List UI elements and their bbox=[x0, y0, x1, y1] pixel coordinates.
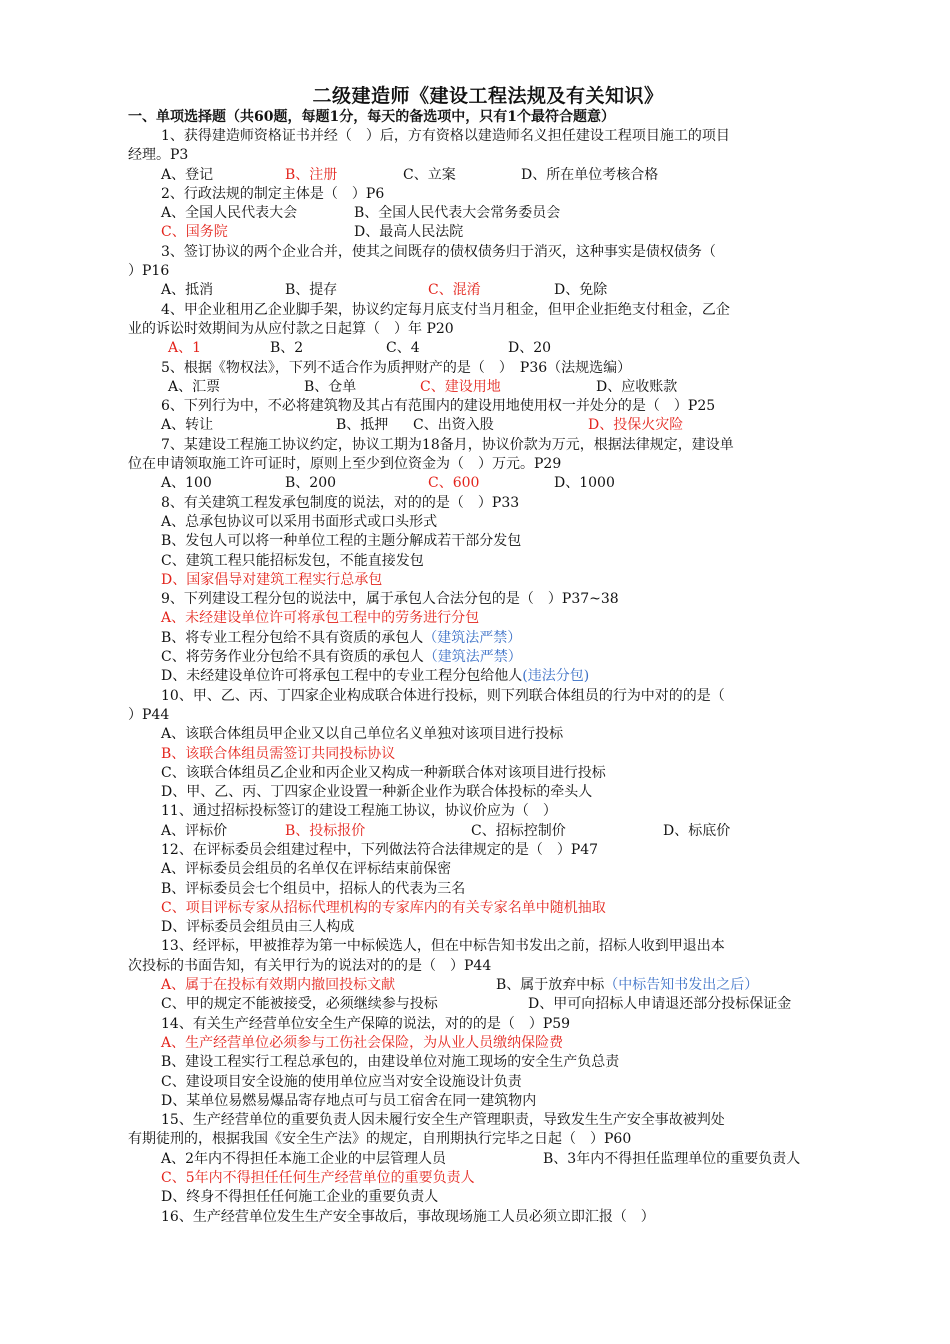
option-c: C、招标控制价 bbox=[471, 822, 566, 839]
option-c: C、将劳务作业分包给不具有资质的承包人 bbox=[161, 649, 424, 666]
option-c: C、建设项目安全设施的使用单位应当对安全设施设计负责 bbox=[161, 1073, 522, 1090]
option-d-answer: D、投保火灾险 bbox=[588, 417, 684, 434]
option-b-answer: B、该联合体组员需签订共同投标协议 bbox=[161, 745, 396, 762]
option-d: D、免除 bbox=[554, 282, 608, 299]
question-2-options-row2 bbox=[128, 223, 848, 242]
option-b: B、全国人民代表大会常务委员会 bbox=[354, 205, 561, 222]
question-15-options-row1 bbox=[128, 1150, 848, 1169]
question-1-stem-cont: 经理。P3 bbox=[128, 147, 189, 164]
question-1-stem: 1、获得建造师资格证书并经（ ）后，方有资格以建造师名义担任建设工程项目施工的项目 bbox=[161, 128, 730, 144]
question-3-options bbox=[128, 281, 848, 300]
question-3-stem-cont: ）P16 bbox=[128, 263, 170, 280]
option-a: A、转让 bbox=[161, 417, 214, 434]
option-a-answer: A、属于在投标有效期内撤回投标文献 bbox=[161, 977, 396, 994]
option-d-answer: D、国家倡导对建筑工程实行总承包 bbox=[161, 571, 383, 588]
option-a: A、总承包协议可以采用书面形式或口头形式 bbox=[161, 513, 438, 530]
question-6-options bbox=[128, 416, 848, 435]
question-13-stem: 13、经评标，甲被推荐为第一中标候选人，但在中标告知书发出之前，招标人收到甲退出本 bbox=[161, 938, 725, 955]
option-d: D、未经建设单位许可将承包工程中的专业工程分包给他人 bbox=[161, 668, 523, 685]
question-4-stem: 4、甲企业租用乙企业脚手架，协议约定每月底支付当月租金，但甲企业拒绝支付租金，乙企 bbox=[161, 301, 730, 318]
question-3-stem: 3、签订协议的两个企业合并，使其之间既存的债权债务归于消灭，这种事实是债权债务（ bbox=[161, 243, 716, 260]
question-4-stem-cont: 业的诉讼时效期间为从应付款之日起算（ ）年 P20 bbox=[128, 320, 454, 337]
option-b: B、发包人可以将一种单位工程的主题分解成若干部分发包 bbox=[161, 533, 522, 550]
option-d: D、甲、乙、丙、丁四家企业设置一种新企业作为联合体投标的牵头人 bbox=[161, 784, 593, 801]
option-a: A、登记 bbox=[161, 166, 214, 183]
option-c-answer: C、5年内不得担任任何生产经营单位的重要负责人 bbox=[161, 1170, 475, 1187]
question-2-stem: 2、行政法规的制定主体是（ ）P6 bbox=[161, 185, 385, 202]
option-d: D、评标委员会组员由三人构成 bbox=[161, 919, 355, 936]
question-9-stem: 9、下列建设工程分包的说法中，属于承包人合法分包的是（ ）P37~38 bbox=[161, 591, 619, 608]
option-a: A、100 bbox=[161, 475, 212, 492]
question-13-stem-cont: 次投标的书面告知，有关甲行为的说法对的的是（ ）P44 bbox=[128, 957, 492, 974]
option-a: A、评标委员会组员的名单仅在评标结束前保密 bbox=[161, 861, 452, 878]
question-13-options-row2 bbox=[128, 995, 848, 1014]
option-c-note: （建筑法严禁） bbox=[423, 649, 522, 666]
question-8-stem: 8、有关建筑工程发承包制度的说法，对的的是（ ）P33 bbox=[161, 494, 520, 511]
option-b-row bbox=[496, 976, 758, 995]
option-a: A、评标价 bbox=[161, 822, 228, 839]
section-heading: 一、单项选择题（共60题，每题1分，每天的备选项中，只有1个最符合题意） bbox=[128, 109, 615, 125]
option-b-note: （中标告知书发出之后） bbox=[604, 977, 759, 994]
option-a: A、汇票 bbox=[168, 378, 221, 395]
question-10-stem-cont: ）P44 bbox=[128, 706, 170, 723]
option-a-answer: A、未经建设单位许可将承包工程中的劳务进行分包 bbox=[161, 610, 480, 627]
option-b-answer: B、注册 bbox=[285, 166, 338, 183]
question-5-stem: 5、根据《物权法》，下列不适合作为质押财产的是（ ） P36（法规选编） bbox=[161, 359, 632, 376]
option-d: D、甲可向招标人申请退还部分投标保证金 bbox=[528, 996, 792, 1013]
option-a: A、2年内不得担任本施工企业的中层管理人员 bbox=[161, 1150, 447, 1167]
option-b: B、2 bbox=[270, 340, 304, 357]
question-16-stem: 16、生产经营单位发生生产安全事故后，事故现场施工人员必须立即汇报（ ） bbox=[161, 1208, 655, 1225]
option-b: B、200 bbox=[285, 475, 337, 492]
question-11-stem: 11、通过招标投标签订的建设工程施工协议，协议价应为（ ） bbox=[161, 803, 557, 820]
question-12-stem: 12、在评标委员会组建过程中，下列做法符合法律规定的是（ ）P47 bbox=[161, 841, 599, 858]
option-b-answer: B、投标报价 bbox=[285, 822, 366, 839]
option-b: B、建设工程实行工程总承包的，由建设单位对施工现场的安全生产负总责 bbox=[161, 1054, 620, 1071]
question-10-stem: 10、甲、乙、丙、丁四家企业构成联合体进行投标，则下列联合体组员的行为中对的的是（ bbox=[161, 687, 725, 704]
question-14-stem: 14、有关生产经营单位安全生产保障的说法，对的的是（ ）P59 bbox=[161, 1015, 571, 1032]
question-15-stem: 15、生产经营单位的重要负责人因未履行安全生产管理职责，导致发生生产安全事故被判处 bbox=[161, 1112, 725, 1129]
option-c: C、建筑工程只能招标发包，不能直接发包 bbox=[161, 552, 424, 569]
question-15-stem-cont: 有期徒刑的，根据我国《安全生产法》的规定，自刑期执行完毕之日起（ ）P60 bbox=[128, 1131, 632, 1148]
option-b: B、属于放弃中标 bbox=[496, 977, 605, 994]
option-d-row bbox=[128, 667, 848, 686]
option-b: B、抵押 bbox=[336, 417, 389, 434]
option-d-note: (违法分包) bbox=[522, 668, 590, 685]
question-5-options bbox=[128, 378, 848, 397]
question-2-options-row1 bbox=[128, 204, 848, 223]
option-c-row bbox=[128, 648, 848, 667]
option-b: B、提存 bbox=[285, 282, 338, 299]
option-c: C、4 bbox=[386, 340, 420, 357]
option-c-answer: C、项目评标专家从招标代理机构的专家库内的有关专家名单中随机抽取 bbox=[161, 899, 606, 916]
option-d: D、标底价 bbox=[663, 822, 731, 839]
option-c-answer: C、600 bbox=[428, 475, 480, 492]
option-d: D、某单位易燃易爆品寄存地点可与员工宿舍在同一建筑物内 bbox=[161, 1092, 537, 1109]
option-c: C、出资入股 bbox=[413, 417, 494, 434]
option-a: A、抵消 bbox=[161, 282, 214, 299]
question-4-options bbox=[128, 339, 848, 358]
option-b: B、3年内不得担任监理单位的重要负责人 bbox=[543, 1150, 801, 1167]
option-b: B、仓单 bbox=[304, 378, 357, 395]
option-b-note: （建筑法严禁） bbox=[423, 629, 522, 646]
option-a: A、该联合体组员甲企业又以自己单位名义单独对该项目进行投标 bbox=[161, 726, 564, 743]
option-c: C、该联合体组员乙企业和丙企业又构成一种新联合体对该项目进行投标 bbox=[161, 764, 606, 781]
option-a-answer: A、1 bbox=[168, 340, 202, 357]
question-11-options bbox=[128, 822, 848, 841]
question-7-options bbox=[128, 474, 848, 493]
option-b-row bbox=[128, 629, 848, 648]
option-d: D、应收账款 bbox=[596, 378, 678, 395]
option-c-answer: C、国务院 bbox=[161, 224, 228, 241]
option-a-answer: A、生产经营单位必须参与工伤社会保险，为从业人员缴纳保险费 bbox=[161, 1034, 564, 1051]
document-title: 二级建造师《建设工程法规及有关知识》 bbox=[312, 85, 664, 107]
option-d: D、终身不得担任任何施工企业的重要负责人 bbox=[161, 1189, 439, 1206]
question-7-stem-cont: 位在申请领取施工许可证时，原则上至少到位资金为（ ）万元。P29 bbox=[128, 456, 562, 473]
option-d: D、20 bbox=[508, 340, 552, 357]
option-c-answer: C、建设用地 bbox=[420, 378, 501, 395]
option-b: B、评标委员会七个组员中，招标人的代表为三名 bbox=[161, 880, 466, 897]
option-d: D、最高人民法院 bbox=[354, 224, 464, 241]
option-c-answer: C、混淆 bbox=[428, 282, 481, 299]
document-page bbox=[128, 84, 848, 1227]
option-c: C、立案 bbox=[403, 166, 456, 183]
option-c: C、甲的规定不能被接受，必须继续参与投标 bbox=[161, 996, 438, 1013]
question-6-stem: 6、下列行为中，不必将建筑物及其占有范围内的建设用地使用权一并处分的是（ ）P25 bbox=[161, 398, 716, 415]
question-7-stem: 7、某建设工程施工协议约定，协议工期为18备月，协议价款为万元，根据法律规定，建设单 bbox=[161, 436, 734, 453]
question-13-options-row1 bbox=[128, 976, 848, 995]
option-d: D、所在单位考核合格 bbox=[521, 166, 659, 183]
question-1-options bbox=[128, 166, 848, 185]
option-d: D、1000 bbox=[554, 475, 615, 492]
option-a: A、全国人民代表大会 bbox=[161, 205, 298, 222]
option-b: B、将专业工程分包给不具有资质的承包人 bbox=[161, 629, 424, 646]
